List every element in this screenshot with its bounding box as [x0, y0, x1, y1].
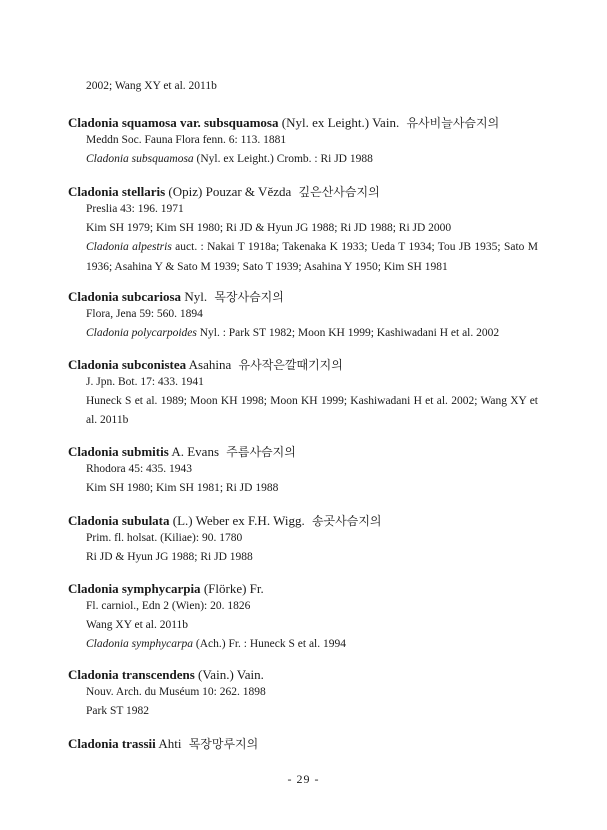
reference-line: Huneck S et al. 1989; Moon KH 1998; Moon KH 1999; Kashiwadani H et al. 2002; Wang XY et al. 2011b	[86, 395, 538, 427]
reference-line: Ri JD & Hyun JG 1988; Ri JD 1988	[86, 551, 253, 564]
synonym-refs: Nyl. : Park ST 1982; Moon KH 1999; Kashiwadani H et al. 2002	[196, 327, 500, 340]
synonym-refs: (Ach.) Fr. : Huneck S et al. 1994	[193, 638, 347, 651]
reference-line: Kim SH 1979; Kim SH 1980; Ri JD & Hyun JG 1988; Ri JD 1988; Ri JD 2000	[86, 222, 452, 235]
taxon-author: (Opiz) Pouzar & Vězda	[168, 184, 292, 199]
korean-name: 송곳사슴지의	[311, 514, 382, 528]
taxon-entry	[68, 581, 538, 655]
taxon-entry	[68, 513, 538, 567]
taxon-name: Cladonia subulata	[68, 513, 170, 528]
taxon-author: (Flörke) Fr.	[203, 581, 264, 596]
synonym-line	[86, 238, 538, 276]
taxon-entry	[68, 115, 538, 169]
taxon-author: (Nyl. ex Leight.) Vain.	[281, 115, 400, 130]
reference-line: Wang XY et al. 2011b	[86, 619, 189, 632]
korean-name: 목장망루지의	[188, 737, 259, 751]
page-number: - 29 -	[287, 772, 320, 786]
citation-line: Flora, Jena 59: 560. 1894	[86, 308, 203, 320]
synonym-line	[86, 150, 538, 169]
synonym-name: Cladonia alpestris	[86, 241, 172, 254]
taxon-heading	[68, 581, 538, 597]
taxon-heading	[68, 667, 538, 683]
reference-line: Park ST 1982	[86, 705, 150, 718]
synonym-refs: auct. : Nakai T 1918a; Takenaka K 1933; Ueda T 1934; Tou JB 1935; Sato M 1936; Asahina Y & Sato M 1939; Sato T 1939; Asahina Y 1950; Kim SH 1981	[86, 241, 538, 273]
taxon-heading	[68, 736, 538, 752]
synonym-name: Cladonia subsquamosa	[86, 153, 194, 166]
taxon-name: Cladonia trassii	[68, 736, 156, 751]
taxon-entry	[68, 289, 538, 343]
taxon-author: A. Evans	[171, 444, 220, 459]
citation-line: Meddn Soc. Fauna Flora fenn. 6: 113. 1881	[86, 134, 287, 146]
taxon-entry	[68, 736, 538, 752]
korean-name: 목장사슴지의	[214, 290, 284, 304]
taxon-heading	[68, 513, 538, 529]
taxon-entry	[68, 667, 538, 721]
taxon-heading	[68, 184, 538, 200]
taxon-heading	[68, 289, 538, 305]
synonym-line	[86, 635, 538, 654]
taxon-name: Cladonia submitis	[68, 444, 169, 459]
taxon-author: (L.) Weber ex F.H. Wigg.	[172, 513, 305, 528]
korean-name: 유사비늘사슴지의	[406, 116, 500, 130]
korean-name: 유사작은깔때기지의	[238, 358, 343, 372]
taxon-entry	[68, 184, 538, 277]
taxon-heading	[68, 444, 538, 460]
reference-line: Kim SH 1980; Kim SH 1981; Ri JD 1988	[86, 482, 279, 495]
continuation-line: 2002; Wang XY et al. 2011b	[86, 80, 217, 92]
citation-line: Rhodora 45: 435. 1943	[86, 463, 193, 475]
citation-line: Fl. carniol., Edn 2 (Wien): 20. 1826	[86, 600, 251, 612]
taxon-author: (Vain.) Vain.	[198, 667, 264, 682]
synonym-name: Cladonia polycarpoides	[86, 327, 197, 340]
taxon-heading	[68, 357, 538, 373]
synonym-line	[86, 324, 538, 343]
citation-line: Preslia 43: 196. 1971	[86, 203, 184, 215]
taxon-author: Asahina	[188, 357, 232, 372]
taxon-name: Cladonia symphycarpia	[68, 581, 201, 596]
taxon-name: Cladonia transcendens	[68, 667, 195, 682]
korean-name: 깊은산사슴지의	[298, 185, 380, 199]
taxon-entry	[68, 357, 538, 431]
citation-line: Prim. fl. holsat. (Kiliae): 90. 1780	[86, 532, 243, 544]
taxon-heading	[68, 115, 538, 131]
citation-line: J. Jpn. Bot. 17: 433. 1941	[86, 376, 204, 388]
taxon-name: Cladonia subconistea	[68, 357, 187, 372]
synonym-name: Cladonia symphycarpa	[86, 638, 194, 651]
taxon-name: Cladonia squamosa var. subsquamosa	[68, 115, 279, 130]
korean-name: 주름사슴지의	[226, 445, 296, 459]
taxon-name: Cladonia subcariosa	[68, 289, 182, 304]
taxon-author: Ahti	[158, 736, 182, 751]
synonym-refs: (Nyl. ex Leight.) Cromb. : Ri JD 1988	[193, 153, 373, 166]
taxon-author: Nyl.	[184, 289, 208, 304]
citation-line: Nouv. Arch. du Muséum 10: 262. 1898	[86, 686, 266, 698]
taxon-name: Cladonia stellaris	[68, 184, 166, 199]
taxon-entry	[68, 444, 538, 498]
